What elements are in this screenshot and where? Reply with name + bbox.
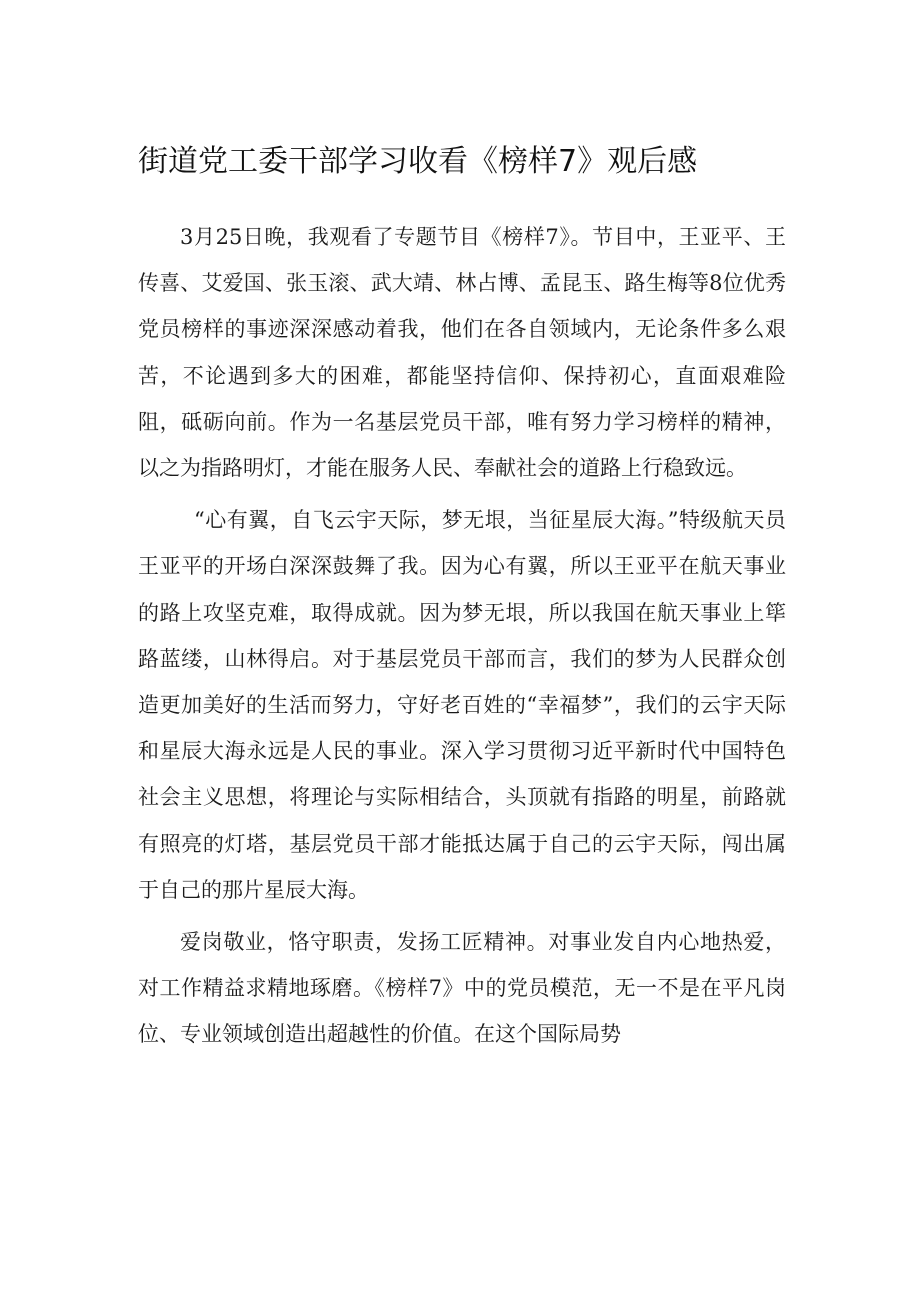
paragraph-quote: “心有翼，自飞云宇天际，梦无垠，当征星辰大海。”特级航天员王亚平的开场白深深鼓舞了我。因为心有翼，所以王亚平在航天事业的路上攻坚克难，取得成就。因为梦无垠，所以我国在航天事业上筚路蓝缕，山林得启。对于基层党员干部而言，我们的梦为人民群众创造更加美好的生活而努力，守好老百姓的“幸福梦”，我们的云宇天际和星辰大海永远是人民的事业。深入学习贯彻习近平新时代中国特色社会主义思想，将理论与实际相结合，头顶就有指路的明星，前路就有照亮的灯塔，基层党员干部才能抵达属于自己的云宇天际，闯出属于自己的那片星辰大海。 — [138, 508, 786, 902]
paragraph-intro: 3月25日晚，我观看了专题节目《榜样7》。节目中，王亚平、王传喜、艾爱国、张玉滚、武大靖、林占博、孟昆玉、路生梅等8位优秀党员榜样的事迹深深感动着我，他们在各自领域内，无论条件多么艰苦，不论遇到多大的困难，都能坚持信仰、保持初心，直面艰难险阻，砥砺向前。作为一名基层党员干部，唯有努力学习榜样的精神，以之为指路明灯，才能在服务人民、奉献社会的道路上行稳致远。 — [138, 225, 786, 481]
document-title: 街道党工委干部学习收看《榜样7》观后感 — [138, 144, 698, 179]
paragraph-dedication: 爱岗敬业，恪守职责，发扬工匠精神。对事业发自内心地热爱，对工作精益求精地琢磨。《榜样7》中的党员模范，无一不是在平凡岗位、专业领域创造出超越性的价值。在这个国际局势 — [138, 930, 786, 1047]
document-body — [138, 214, 786, 1064]
